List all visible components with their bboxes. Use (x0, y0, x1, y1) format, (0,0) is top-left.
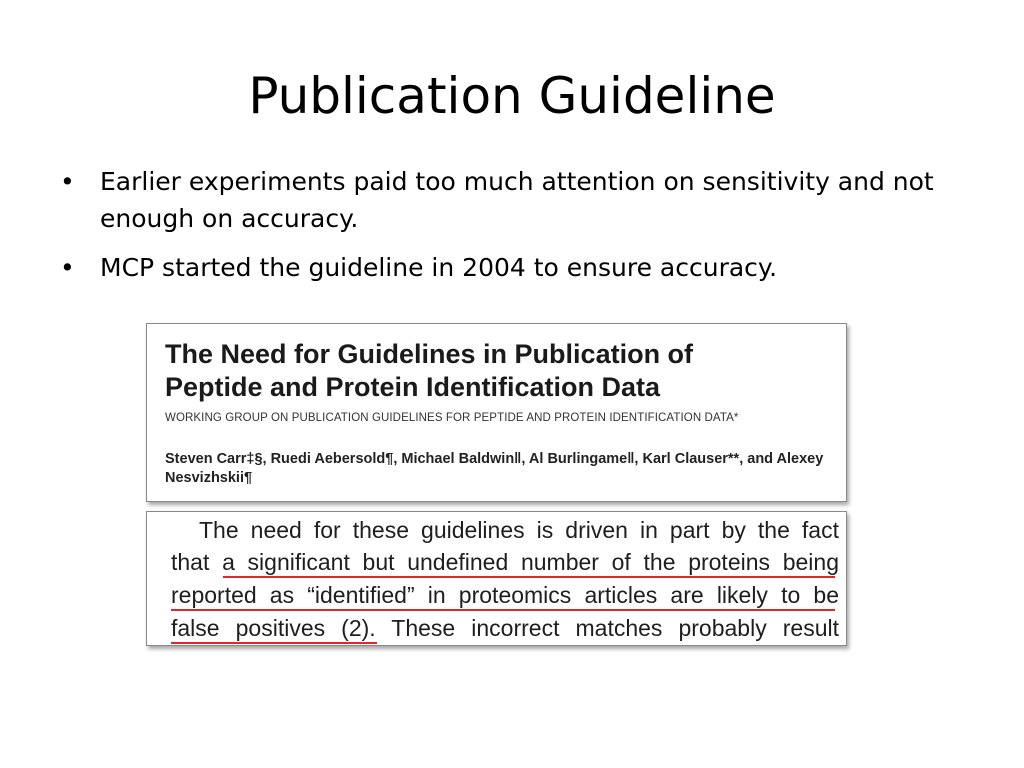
slide-title: Publication Guideline (248, 67, 776, 125)
red-underline (171, 642, 377, 644)
bullet-list (58, 163, 978, 298)
red-underline (223, 576, 835, 578)
author-list: Steven Carr‡§, Ruedi Aebersold¶, Michael Baldwin‖, Al Burlingame‖, Karl Clauser**, and Alexey Nesvizhskii¶ (165, 451, 824, 486)
paper-title (165, 338, 693, 404)
red-underline (171, 609, 835, 611)
paper-header-image (146, 323, 847, 502)
excerpt-line: reported as “identified” in proteomics articles are likely to be (171, 582, 839, 608)
paper-title-line: Peptide and Protein Identification Data (165, 372, 661, 402)
excerpt-line: false positives (2). These incorrect matches probably result (171, 615, 839, 641)
bullet-text: Earlier experiments paid too much attention on sensitivity and not enough on accuracy. (100, 167, 934, 233)
bullet-dot-icon: • (60, 167, 75, 196)
bullet-text: MCP started the guideline in 2004 to ensure accuracy. (100, 253, 778, 282)
paper-excerpt-image (146, 511, 847, 646)
excerpt-line: that a significant but undefined number of the proteins being (171, 549, 839, 575)
bullet-item (58, 163, 978, 237)
bullet-dot-icon: • (60, 253, 75, 282)
working-group-label: WORKING GROUP ON PUBLICATION GUIDELINES FOR PEPTIDE AND PROTEIN IDENTIFICATION DATA* (165, 412, 739, 424)
excerpt-line: The need for these guidelines is driven in part by the fact (199, 517, 839, 543)
paper-title-line: The Need for Guidelines in Publication of (165, 339, 694, 369)
bullet-item (58, 249, 978, 286)
